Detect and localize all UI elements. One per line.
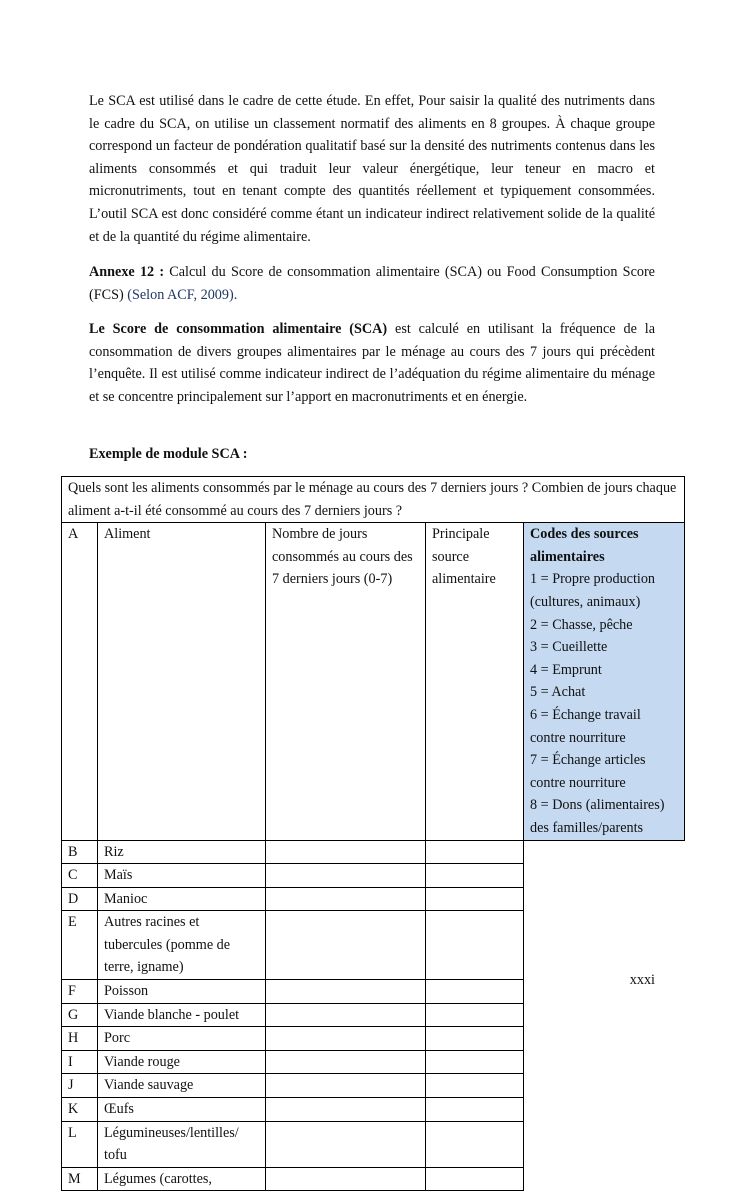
row-source-cell <box>426 1074 524 1098</box>
sca-term: Le Score de consommation alimentaire (SCA) <box>89 321 388 337</box>
annex-citation: (Selon ACF, 2009). <box>127 286 238 303</box>
row-days-cell <box>266 911 426 980</box>
row-letter: C <box>62 864 98 888</box>
row-letter: E <box>62 911 98 980</box>
row-source-cell <box>426 1167 524 1191</box>
row-days-cell <box>266 1098 426 1122</box>
row-letter: J <box>62 1074 98 1098</box>
row-food: Viande rouge <box>98 1050 266 1074</box>
row-letter: H <box>62 1027 98 1051</box>
table-row <box>62 864 685 888</box>
header-food: Aliment <box>98 523 266 840</box>
row-food: Œufs <box>98 1098 266 1122</box>
sca-definition-text: est calculé en utilisant la fréquence de la consommation de divers groupes alimentaires par le ménage au cours des 7 jours qui précèdent l’enquête. Il est utilisé comme indicateur indirect de l’adéquation du régime alimentaire du ménage et se concentre principalement sur l’apport en macronutriments et en énergie. <box>89 321 655 405</box>
sca-module-table <box>61 476 685 1191</box>
row-food: Autres racines et tubercules (pomme de terre, igname) <box>98 911 266 980</box>
annex-heading-paragraph <box>89 261 655 306</box>
row-days-cell <box>266 1121 426 1167</box>
table-row <box>62 1098 685 1122</box>
row-source-cell <box>426 911 524 980</box>
source-code-item: 2 = Chasse, pêche <box>530 616 633 633</box>
table-row <box>62 1121 685 1167</box>
annex-description: Calcul du Score de consommation alimentaire (SCA) ou Food Consumption Score (FCS) <box>89 264 655 303</box>
source-code-item: 1 = Propre production (cultures, animaux) <box>530 571 656 610</box>
table-row <box>62 980 685 1004</box>
table-row <box>62 911 685 980</box>
source-code-item: 8 = Dons (alimentaires) des familles/parents <box>530 797 665 836</box>
header-source: Principale source alimentaire <box>426 523 524 840</box>
sca-definition-paragraph <box>89 318 655 408</box>
row-food: Légumes (carottes, <box>98 1167 266 1191</box>
question-row <box>62 477 685 523</box>
table-row <box>62 887 685 911</box>
row-days-cell <box>266 1003 426 1027</box>
row-days-cell <box>266 980 426 1004</box>
intro-paragraph: Le SCA est utilisé dans le cadre de cette étude. En effet, Pour saisir la qualité des nutriments dans le cadre du SCA, on utilise un classement normatif des aliments en 8 groupes. À chaque groupe correspond un facteur de pondération qualitatif basé sur la densité des nutriments contenus dans les aliments consommés et qui traduit leur valeur énergétique, leur teneur en macro et micronutriments, tout en tenant compte des quantités réellement et typiquement consommées. L’outil SCA est donc considéré comme étant un indicateur indirect relativement solide de la qualité et de la quantité du régime alimentaire. <box>89 93 655 245</box>
source-codes-title: Codes des sources alimentaires <box>530 526 639 565</box>
row-letter: B <box>62 840 98 864</box>
row-letter: G <box>62 1003 98 1027</box>
header-row <box>62 523 685 840</box>
row-food: Légumineuses/lentilles/ tofu <box>98 1121 266 1167</box>
table-question: Quels sont les aliments consommés par le ménage au cours des 7 derniers jours ? Combien de jours chaque aliment a-t-il été consommé au cours des 7 derniers jours ? <box>62 477 685 523</box>
row-source-cell <box>426 1050 524 1074</box>
row-source-cell <box>426 980 524 1004</box>
table-row <box>62 1003 685 1027</box>
row-source-cell <box>426 1027 524 1051</box>
row-days-cell <box>266 840 426 864</box>
row-food: Riz <box>98 840 266 864</box>
row-days-cell <box>266 1074 426 1098</box>
source-code-item: 5 = Achat <box>530 684 586 701</box>
table-row <box>62 840 685 864</box>
table-row <box>62 1074 685 1098</box>
row-food: Maïs <box>98 864 266 888</box>
row-days-cell <box>266 1050 426 1074</box>
source-code-item: 3 = Cueillette <box>530 639 608 656</box>
row-letter: L <box>62 1121 98 1167</box>
row-source-cell <box>426 1003 524 1027</box>
row-food: Porc <box>98 1027 266 1051</box>
row-source-cell <box>426 840 524 864</box>
source-code-item: 4 = Emprunt <box>530 661 602 678</box>
table-row <box>62 1027 685 1051</box>
source-code-item: 6 = Échange travail contre nourriture <box>530 706 641 746</box>
table-row <box>62 1050 685 1074</box>
row-letter: K <box>62 1098 98 1122</box>
row-source-cell <box>426 1121 524 1167</box>
row-days-cell <box>266 864 426 888</box>
source-codes-legend <box>524 523 685 840</box>
row-days-cell <box>266 1167 426 1191</box>
row-days-cell <box>266 887 426 911</box>
row-letter: F <box>62 980 98 1004</box>
page-number: xxxi <box>629 972 655 988</box>
source-code-item: 7 = Échange articles contre nourriture <box>530 752 646 791</box>
row-food: Manioc <box>98 887 266 911</box>
row-food: Viande sauvage <box>98 1074 266 1098</box>
table-row <box>62 1167 685 1191</box>
example-heading: Exemple de module SCA : <box>89 446 248 462</box>
annex-label: Annexe 12 : <box>89 264 165 280</box>
row-letter: I <box>62 1050 98 1074</box>
row-source-cell <box>426 887 524 911</box>
header-days: Nombre de jours consommés au cours des 7 derniers jours (0-7) <box>266 523 426 840</box>
row-days-cell <box>266 1027 426 1051</box>
row-food: Poisson <box>98 980 266 1004</box>
row-letter: M <box>62 1167 98 1191</box>
row-letter: D <box>62 887 98 911</box>
header-letter: A <box>62 523 98 840</box>
row-source-cell <box>426 1098 524 1122</box>
row-source-cell <box>426 864 524 888</box>
row-food: Viande blanche - poulet <box>98 1003 266 1027</box>
